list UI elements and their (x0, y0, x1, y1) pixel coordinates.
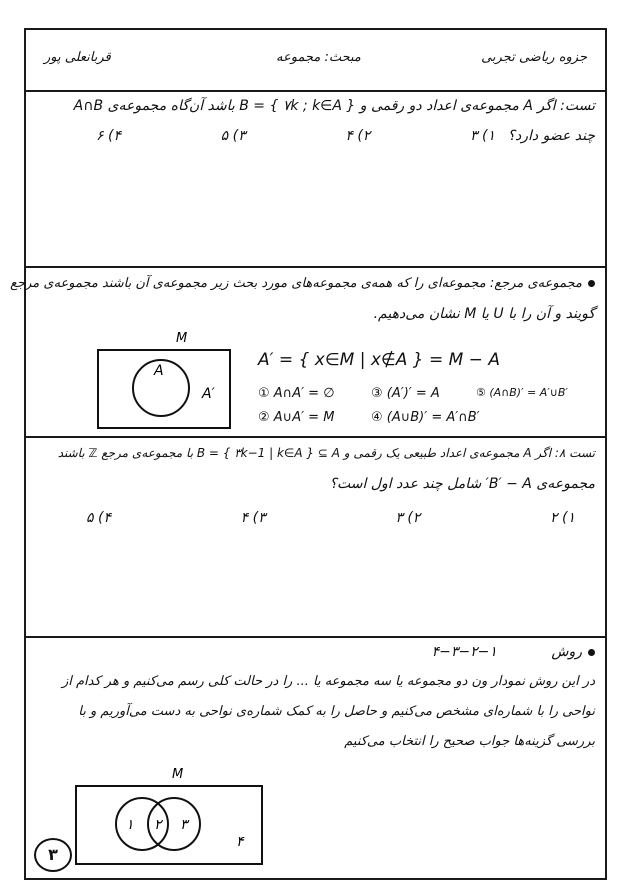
test1-section (26, 90, 605, 268)
test1-question-line2: چند عضو دارد؟ (507, 128, 595, 144)
test1-options (96, 128, 495, 144)
venn-label-a: A (154, 363, 164, 379)
method-line1: در این روش نمودار ون دو مجموعه یا سه مجموعه یا ... را در حالت کلی رسم می‌کنیم و هر کدام از (61, 674, 595, 689)
venn-label-a-complement: A′ (202, 386, 215, 402)
bullet-icon (588, 649, 595, 656)
region-3-label: ۳ (180, 817, 188, 833)
method-code: ۱−۲−۳−۴ (431, 644, 497, 660)
test8-section (26, 438, 605, 638)
universal-definition-line2: گویند و آن را با U یا M نشان می‌دهیم. (373, 306, 595, 322)
region-4-label: ۴ (236, 834, 244, 850)
method-line3: بررسی گزینه‌ها جواب صحیح را انتخاب می‌کنیم (344, 734, 595, 749)
header-author: قربانعلی پور (44, 50, 111, 65)
test8-options (86, 510, 575, 526)
region-1-label: ۱ (126, 817, 134, 833)
page-number: ۳ (34, 838, 72, 872)
venn-diagram-regions (72, 766, 272, 866)
header-topic: مبحث: مجموعه (276, 50, 361, 65)
property-2: ② A∪A′ = M (258, 410, 335, 425)
option-1[interactable]: ۱) ۳ (470, 128, 495, 144)
option-3[interactable]: ۳) ۴ (240, 510, 266, 526)
method-title: روش (551, 644, 582, 660)
header-title: جزوه ریاضی تجربی (481, 50, 587, 65)
method-line2: نواحی را با شماره‌ای مشخص می‌کنیم و حاصل را به کمک شماره‌ی نواحی به دست می‌آوریم و با (78, 704, 595, 719)
property-1: ① A∩A′ = ∅ (258, 386, 335, 401)
region-2-label: ۲ (154, 817, 162, 833)
option-3[interactable]: ۳) ۵ (220, 128, 246, 144)
option-4[interactable]: ۴) ۶ (96, 128, 121, 144)
venn-label-m: M (172, 767, 184, 782)
property-4: ④ (A∪B)′ = A′∩B′ (371, 410, 480, 425)
test1-question-line1: تست: اگر A مجموعه‌ی اعداد دو رقمی و B = { ۷k ; k∈A } باشد آن‌گاه مجموعه‌ی A∩B (73, 98, 595, 114)
complement-definition: A′ = { x∈M | x∉A } = M − A (258, 350, 500, 370)
bullet-icon (588, 280, 595, 287)
universal-definition-line1: مجموعه‌ی مرجع: مجموعه‌ای را که همه‌ی مجموعه‌های مورد بحث زیر مجموعه‌ی آن باشند مجموعه‌ی مرجع (10, 276, 582, 291)
venn-label-m: M (176, 331, 188, 346)
option-2[interactable]: ۲) ۴ (345, 128, 371, 144)
option-1[interactable]: ۱) ۲ (550, 510, 575, 526)
property-3: ③ (A′)′ = A (371, 386, 440, 401)
universal-set-section (10, 268, 605, 438)
test8-question-line2: مجموعه‌ی B′ − A′ شامل چند عدد اول است؟ (329, 476, 595, 492)
worksheet-page (10, 28, 607, 880)
property-5: ⑤ (A∩B)′ = A′∪B′ (476, 386, 568, 399)
venn-diagram-complement (96, 330, 246, 430)
option-4[interactable]: ۴) ۵ (86, 510, 111, 526)
test8-question-line1: تست ۸: اگر A مجموعه‌ی اعداد طبیعی یک رقمی و B = { ۳k−1 | k∈A } ⊆ A با مجموعه‌ی مرجع ℤ باشند (57, 446, 595, 460)
method-section (26, 638, 605, 880)
page-header (26, 30, 605, 92)
option-2[interactable]: ۲) ۳ (395, 510, 421, 526)
